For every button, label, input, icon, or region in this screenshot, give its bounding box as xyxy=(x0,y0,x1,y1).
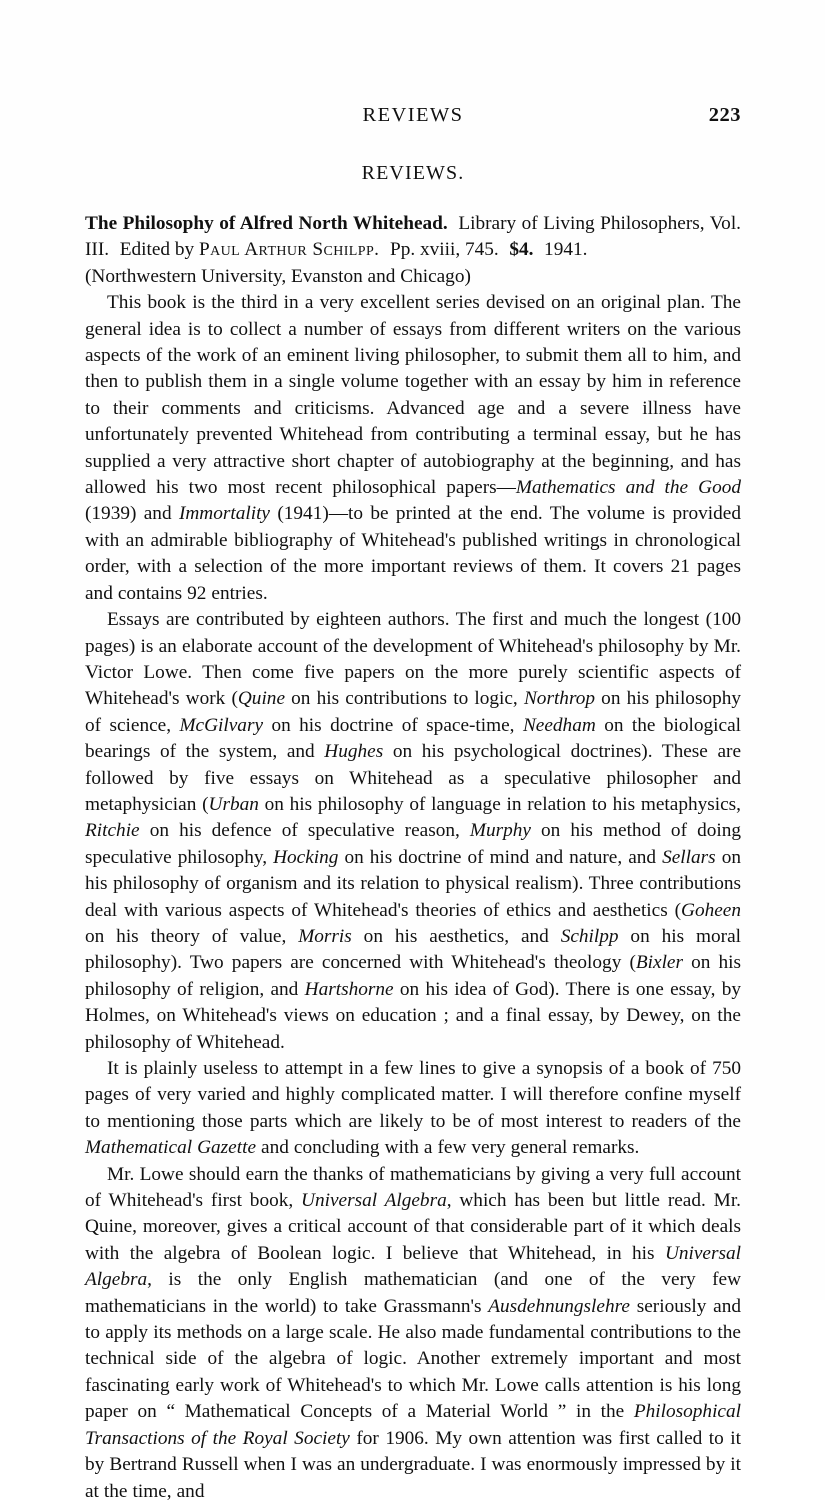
citation-price: $4. xyxy=(509,239,534,261)
italic-run: Quine xyxy=(237,688,285,710)
italic-run: Ritchie xyxy=(85,820,140,842)
text-run: seriously and to apply its methods on a large scale. He also made fundamental contributions to the technical side of the algebra of logic. Another extremely important and most fascinating early work of Whitehead's to which Mr. Lowe calls attention is his long paper on “ Mathematical Concepts of a Material World ” in the xyxy=(85,1295,741,1423)
text-run: on his idea of God). There is one essay, by Holmes, on Whitehead's views on education ; and a final essay, by Dewey, on the philosophy of Whitehead. xyxy=(85,978,741,1053)
italic-run: Universal Algebra xyxy=(301,1190,447,1212)
italic-run: Hocking xyxy=(273,846,339,868)
italic-run: Mathematical Gazette xyxy=(85,1137,257,1159)
page-content xyxy=(85,0,741,1505)
text-run: on his moral philosophy). Two papers are concerned with Whitehead's theology ( xyxy=(85,925,741,974)
italic-run: Murphy xyxy=(469,820,531,842)
text-run: on his method of doing speculative philosophy, xyxy=(85,820,742,868)
book-citation xyxy=(85,211,741,290)
running-head xyxy=(85,104,741,138)
text-run: Essays are contributed by eighteen authors. The first and much the longest (100 pages) is an elaborate account of the development of Whitehead's philosophy by Mr. Victor Lowe. Then come five papers on the more purely scientific aspects of Whitehead's work ( xyxy=(85,609,741,710)
italic-run: Sellars xyxy=(662,846,716,868)
italic-run: Immortality xyxy=(178,503,270,525)
citation-publisher: (Northwestern University, Evanston and Chicago) xyxy=(85,265,471,287)
text-run: (1941)—to be printed at the end. The volume is provided with an admirable bibliography of Whitehead's published writings in chronological order, with a selection of the more important reviews of them. It covers 21 pages and contains 92 entries. xyxy=(85,503,741,604)
italic-run: Philosophical Transactions of the Royal Society xyxy=(85,1401,741,1449)
text-run: on the biological bearings of the system, and xyxy=(85,714,741,763)
italic-run: Northrop xyxy=(523,688,596,710)
text-run: on his doctrine of space-time, xyxy=(263,714,523,736)
text-run: (1939) and xyxy=(85,503,179,525)
text-run: on his contributions to logic, xyxy=(285,688,524,710)
running-head-title: REVIEWS xyxy=(362,104,464,126)
italic-run: Universal Algebra xyxy=(85,1242,741,1291)
italic-run: Mathematics and the Good xyxy=(515,477,742,499)
text-run: , is the only English mathematician (and one of the very few mathematicians in the world) to take Grassmann's xyxy=(85,1269,741,1317)
para-3 xyxy=(85,1056,741,1162)
italic-run: Urban xyxy=(208,793,259,815)
text-run: on his philosophy of organism and its relation to physical realism). Three contributions deal with various aspects of Whitehead's theories of ethics and aesthetics ( xyxy=(85,846,741,921)
italic-run: Morris xyxy=(298,925,352,947)
text-run: on his philosophy of science, xyxy=(85,688,742,736)
italic-run: Needham xyxy=(522,714,596,736)
text-run: , which has been but little read. Mr. Quine, moreover, gives a critical account of that considerable part of it which deals with the algebra of Boolean logic. I believe that Whitehead, in his xyxy=(85,1190,741,1264)
text-run: on his aesthetics, and xyxy=(351,925,561,947)
review-body xyxy=(85,290,741,1505)
italic-run: Ausdehnungslehre xyxy=(488,1295,630,1317)
section-title: REVIEWS. xyxy=(361,162,465,184)
text-run: on his psychological doctrines). These are followed by five essays on Whitehead as a speculative philosopher and metaphysician ( xyxy=(85,741,741,815)
para-1 xyxy=(85,290,741,607)
italic-run: Hughes xyxy=(324,741,384,763)
italic-run: Bixler xyxy=(635,952,683,974)
citation-year: 1941. xyxy=(544,239,588,261)
citation-series: Library of Living Philosophers, Vol. III. xyxy=(85,213,741,261)
italic-run: Goheen xyxy=(681,899,741,921)
italic-run: Hartshorne xyxy=(304,978,394,1000)
citation-pages: Pp. xviii, 745. xyxy=(389,239,499,261)
text-run: on his doctrine of mind and nature, and xyxy=(338,846,663,868)
text-run: on his defence of speculative reason, xyxy=(139,820,470,842)
citation-editor: Paul Arthur Schilpp. xyxy=(198,239,380,261)
para-4 xyxy=(85,1162,741,1505)
page-number: 223 xyxy=(708,104,741,126)
text-run: on his theory of value, xyxy=(85,925,299,947)
text-run: This book is the third in a very excellent series devised on an original plan. The general idea is to collect a number of essays from different writers on the various aspects of the work of an eminent living philosopher, to submit them all to him, and then to publish them in a single volume together with an essay by him in reference to their comments and criticisms. Advanced age and a severe illness have unfortunately prevented Whitehead from contributing a terminal essay, but he has supplied a very attractive short chapter of autobiography at the beginning, and has allowed his two most recent philosophical papers— xyxy=(85,292,741,499)
text-run: Mr. Lowe should earn the thanks of mathematicians by giving a very full account of Whitehead's first book, xyxy=(85,1163,741,1212)
text-run: for 1906. My own attention was first called to it by Bertrand Russell when I was an undergraduate. I was enormously impressed by it at the time, and xyxy=(85,1427,742,1502)
para-2 xyxy=(85,607,741,1056)
text-run: on his philosophy of language in relation to his metaphysics, xyxy=(258,793,741,815)
italic-run: McGilvary xyxy=(179,714,264,736)
text-run: on his philosophy of religion, and xyxy=(85,952,742,1000)
text-run: It is plainly useless to attempt in a few lines to give a synopsis of a book of 750 pages of very varied and highly complicated matter. I will therefore confine myself to mentioning those parts which are likely to be of most interest to readers of the xyxy=(85,1058,741,1132)
italic-run: Schilpp xyxy=(560,925,619,947)
citation-book-title: The Philosophy of Alfred North Whitehead. xyxy=(85,213,448,234)
text-run: and concluding with a few very general remarks. xyxy=(256,1137,640,1159)
citation-edited-by-label: Edited by xyxy=(119,239,195,261)
